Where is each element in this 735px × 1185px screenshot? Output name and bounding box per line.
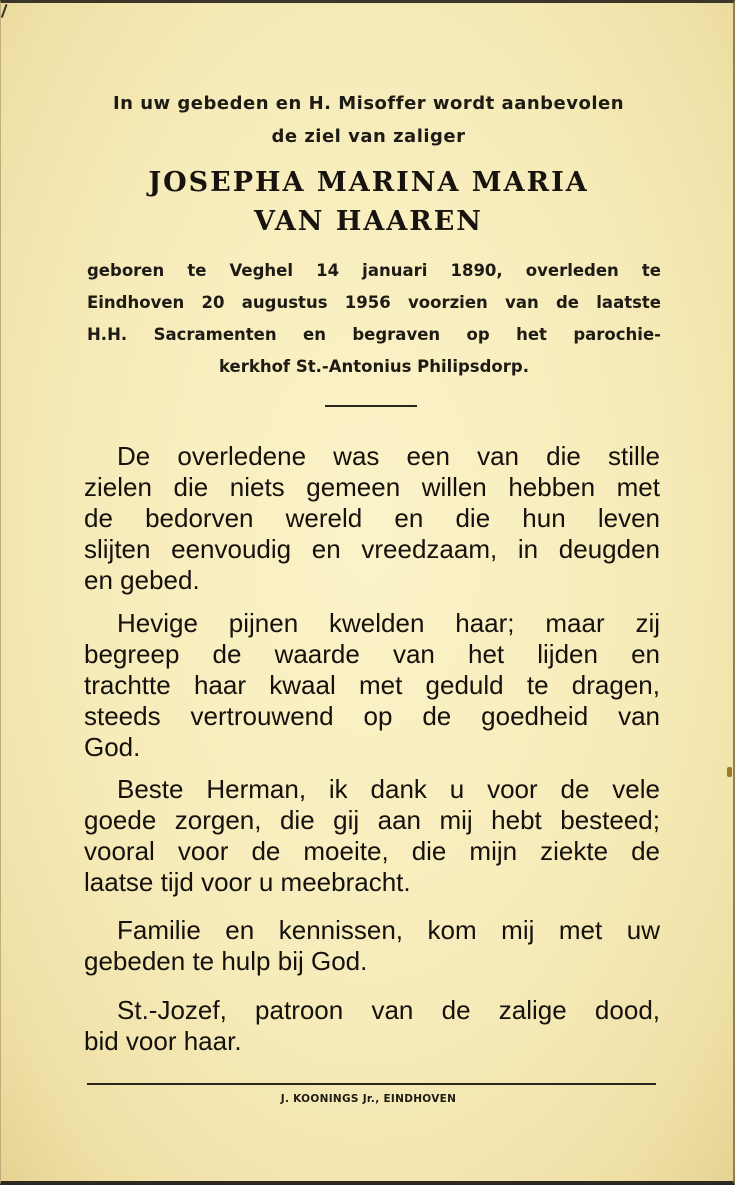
intro-line-1: In uw gebeden en H. Misoffer wordt aanbevolen bbox=[112, 93, 625, 114]
paragraph-line: Hevige pijnen kwelden haar; maar zij bbox=[117, 608, 660, 638]
paragraph-2 bbox=[84, 608, 660, 763]
paragraph-line: goede zorgen, die gij aan mij hebt besteed; bbox=[84, 805, 660, 835]
facts-line: H.H. Sacramenten en begraven op het parochie- bbox=[87, 325, 661, 344]
printer-credit: J. KOONINGS Jr., EINDHOVEN bbox=[280, 1093, 457, 1105]
paragraph-line: gebeden te hulp bij God. bbox=[84, 946, 368, 976]
paragraph-line: begreep de waarde van het lijden en bbox=[84, 639, 660, 669]
edge-stain bbox=[727, 767, 732, 777]
paragraph-line: St.-Jozef, patroon van de zalige dood, bbox=[117, 995, 660, 1025]
paragraph-line: Beste Herman, ik dank u voor de vele bbox=[117, 774, 660, 804]
paragraph-line: de bedorven wereld en die hun leven bbox=[84, 503, 660, 533]
paragraph-line: trachtte haar kwaal met geduld te dragen, bbox=[84, 670, 660, 700]
paragraph-line: God. bbox=[84, 732, 141, 762]
paragraph-line: zielen die niets gemeen willen hebben met bbox=[84, 472, 660, 502]
facts-line: geboren te Veghel 14 januari 1890, overleden te bbox=[87, 261, 661, 280]
paragraph-line: Familie en kennissen, kom mij met uw bbox=[117, 915, 660, 945]
divider-long bbox=[87, 1083, 656, 1085]
divider-short bbox=[325, 405, 417, 407]
paragraph-line: steeds vertrouwend op de goedheid van bbox=[84, 701, 660, 731]
paragraph-line: laatse tijd voor u meebracht. bbox=[84, 867, 411, 897]
biographical-facts bbox=[87, 255, 661, 383]
paragraph-line: en gebed. bbox=[84, 565, 200, 595]
paragraph-3 bbox=[84, 774, 660, 898]
paragraph-line: vooral voor de moeite, die mijn ziekte de bbox=[84, 836, 660, 866]
paragraph-line: bid voor haar. bbox=[84, 1026, 242, 1056]
paragraph-1 bbox=[84, 441, 660, 596]
paragraph-5 bbox=[84, 995, 660, 1057]
intro-line-2: de ziel van zaliger bbox=[271, 126, 466, 147]
deceased-name-line-1: JOSEPHA MARINA MARIA bbox=[148, 167, 589, 198]
deceased-name-line-2: VAN HAAREN bbox=[254, 206, 483, 237]
paragraph-4 bbox=[84, 915, 660, 977]
corner-mark bbox=[1, 4, 13, 20]
facts-line: Eindhoven 20 augustus 1956 voorzien van de laatste bbox=[87, 293, 661, 312]
paragraph-line: De overledene was een van die stille bbox=[117, 441, 660, 471]
paragraph-line: slijten eenvoudig en vreedzaam, in deugden bbox=[84, 534, 660, 564]
facts-line: kerkhof St.-Antonius Philipsdorp. bbox=[219, 357, 529, 376]
